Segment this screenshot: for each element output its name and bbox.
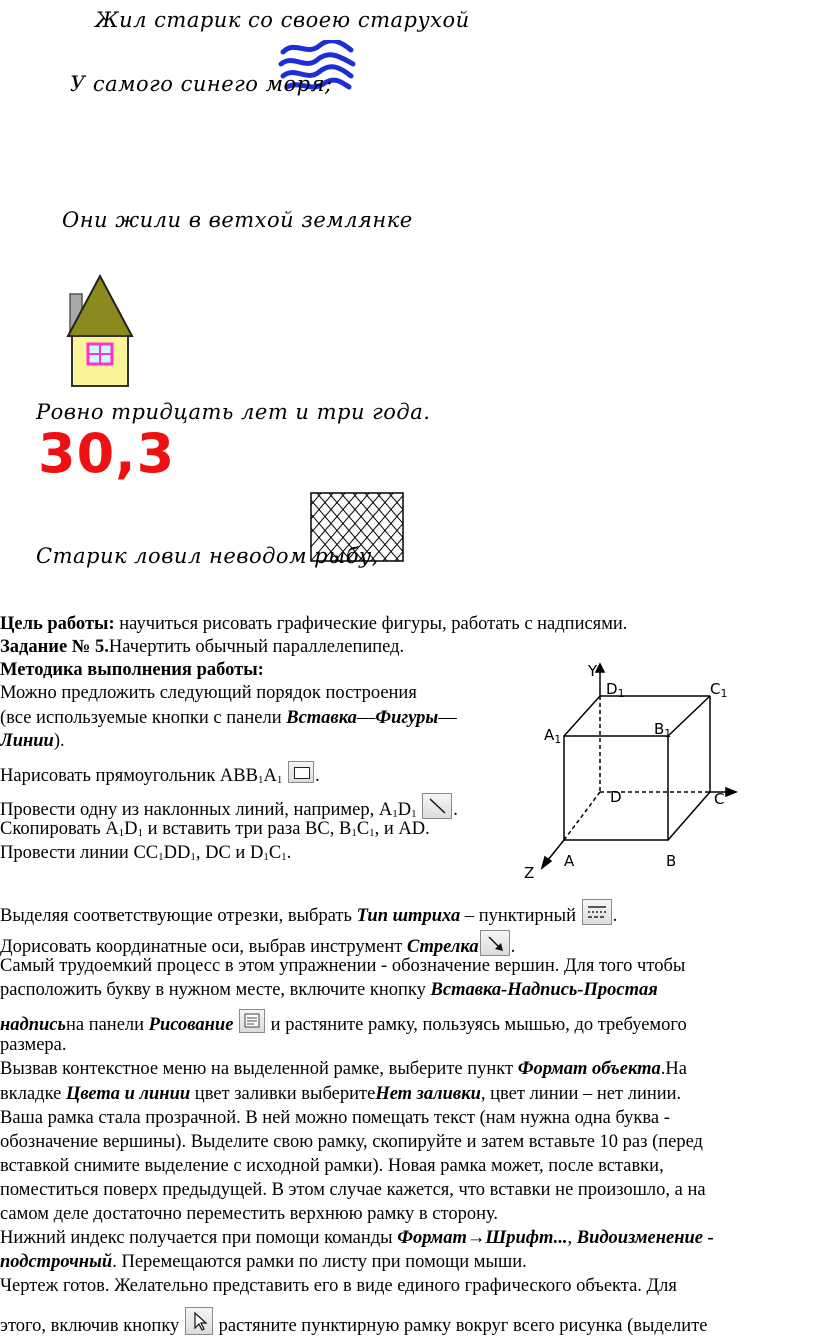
- text-line-p13: размера.: [0, 1035, 67, 1055]
- text-line-p5: Провести одну из наклонных линий, например, $A_1D_1$ .: [0, 793, 458, 826]
- poem-line-1: Жил старик со своею старухой: [95, 8, 470, 32]
- line-icon: [422, 793, 452, 819]
- cube-label-a1: A: [544, 726, 555, 744]
- text-line-p20: самом деле достаточно переместить верхнюю рамку в сторону.: [0, 1204, 499, 1224]
- cube-label-c1: C: [710, 680, 721, 698]
- text-line-p9: Дорисовать координатные оси, выбрав инструмент Стрелка .: [0, 930, 515, 959]
- wave-2: [281, 55, 353, 64]
- text-line-p12: надписьна панели Рисование и растяните рамку, пользуясь мышью, до требуемого: [0, 1009, 687, 1037]
- text-line-p23: Чертеж готов. Желательно представить его в виде единого графического объекта. Для: [0, 1276, 677, 1296]
- select-objects-icon: [185, 1307, 213, 1335]
- svg-text:C1: $C_1$: [710, 680, 728, 700]
- text-line-p7: Провести линии $CC_1DD_1$, DC и $D_1C_1$.: [0, 843, 292, 863]
- task-line: Задание № 5.Начертить обычный параллелепипед.: [0, 637, 405, 657]
- text-line-p22: подстрочный. Перемещаются рамки по листу при помощи мыши.: [0, 1252, 527, 1272]
- text-line-p2: (все используемые кнопки с панели Вставка—Фигуры—: [0, 708, 457, 728]
- rectangle-icon: [288, 761, 314, 783]
- text-line-p4: Нарисовать прямоугольник $ABB_1A_1$ .: [0, 761, 320, 792]
- cube-label-z: Z: [524, 864, 535, 882]
- house-drawing: [66, 274, 138, 390]
- text-line-p18: вставкой снимите выделение с исходной рамки). Новая рамка может, после вставки,: [0, 1156, 664, 1176]
- text-line-p19: поместиться поверх предыдущей. В этом случае кажется, что вставки не произошло, а на: [0, 1180, 706, 1200]
- svg-text:B1: $B_1$: [654, 720, 672, 740]
- poem-line-2: У самого синего моря;: [70, 72, 333, 96]
- svg-text:A1: $A_1$: [544, 726, 562, 746]
- text-line-p16: Ваша рамка стала прозрачной. В ней можно помещать текст (нам нужна одна буква -: [0, 1108, 670, 1128]
- text-line-p11: расположить букву в нужном месте, включите кнопку Вставка-Надпись-Простая: [0, 980, 658, 1000]
- cube-label-b: B: [666, 852, 677, 870]
- poem-line-5: Старик ловил неводом рыбу,: [36, 544, 379, 568]
- cube-label-c: C: [714, 790, 725, 808]
- dash-style-icon: [582, 899, 612, 925]
- wave-1: [283, 41, 351, 52]
- text-line-p15: вкладке Цвета и линии цвет заливки выберитеНет заливки, цвет линии – нет линии.: [0, 1084, 682, 1104]
- svg-text:D1: $D_1$: [606, 680, 625, 700]
- poem-line-3: Они жили в ветхой землянке: [62, 208, 413, 232]
- number-30-3: 30,3: [38, 422, 176, 485]
- text-line-p24: этого, включив кнопку растяните пунктирную рамку вокруг всего рисунка (выделите: [0, 1307, 708, 1338]
- goal-line: Цель работы: научиться рисовать графические фигуры, работать с надписями.: [0, 614, 628, 634]
- cube-label-d1: D: [606, 680, 618, 698]
- cube-label-a: A: [564, 852, 575, 870]
- text-line-p17: обозначение вершины). Выделите свою рамку, скопируйте и затем вставьте 10 раз (перед: [0, 1132, 703, 1152]
- arrow-tool-icon: [480, 930, 510, 956]
- text-line-p14: Вызвав контекстное меню на выделенной рамке, выберите пункт Формат объекта.На: [0, 1059, 687, 1079]
- method-heading: Методика выполнения работы:: [0, 660, 264, 680]
- parallelepiped-drawing: [520, 658, 740, 882]
- cube-label-y: Y: [588, 662, 598, 680]
- text-line-p10: Самый трудоемкий процесс в этом упражнении - обозначение вершин. Для того чтобы: [0, 956, 686, 976]
- text-line-p1: Можно предложить следующий порядок построения: [0, 683, 417, 703]
- text-line-p8: Выделяя соответствующие отрезки, выбрать Тип штриха – пунктирный .: [0, 899, 617, 928]
- text-line-p6: Скопировать $A_1D_1$ и вставить три раза ВС, $В_1С_1$, и AD.: [0, 819, 430, 839]
- textbox-icon: [239, 1009, 265, 1033]
- text-line-p3: Линии).: [0, 731, 65, 751]
- poem-line-4: Ровно тридцать лет и три года.: [36, 400, 431, 424]
- cube-label-d: D: [610, 788, 622, 806]
- cube-label-b1: B: [654, 720, 665, 738]
- text-line-p21: Нижний индекс получается при помощи команды Формат→Шрифт..., Видоизменение -: [0, 1228, 714, 1248]
